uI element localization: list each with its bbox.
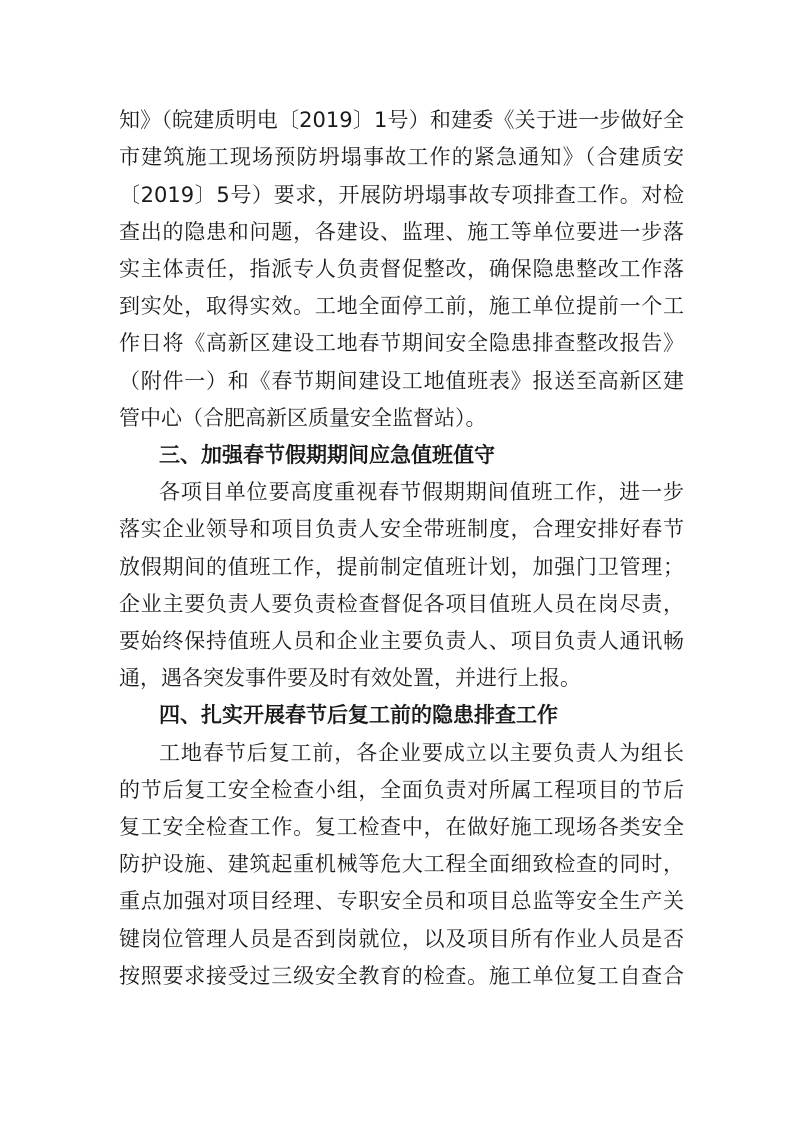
body-line: 落实企业领导和项目负责人安全带班制度，合理安排好春节 — [119, 517, 684, 541]
body-line: 防护设施、建筑起重机械等危大工程全面细致检查的同时， — [119, 852, 684, 876]
body-line: 放假期间的值班工作，提前制定值班计划，加强门卫管理； — [119, 555, 684, 579]
body-line: （附件一）和《春节期间建设工地值班表》报送至高新区建 — [119, 369, 684, 393]
body-line: 通，遇各突发事件要及时有效处置，并进行上报。 — [119, 666, 581, 690]
body-line: 查出的隐患和问题，各建设、监理、施工等单位要进一步落 — [119, 220, 684, 244]
body-line: 作日将《高新区建设工地春节期间安全隐患排查整改报告》 — [119, 331, 684, 355]
body-line: 管中心（合肥高新区质量安全监督站）。 — [119, 406, 487, 430]
body-line: 市建筑施工现场预防坍塌事故工作的紧急通知》（合建质安 — [119, 145, 684, 169]
section-heading-4: 四、扎实开展春节后复工前的隐患排查工作 — [159, 703, 558, 727]
body-line: 重点加强对项目经理、专职安全员和项目总监等安全生产关 — [119, 889, 684, 913]
body-line: 企业主要负责人要负责检查督促各项目值班人员在岗尽责， — [119, 592, 684, 616]
body-line: 工地春节后复工前，各企业要成立以主要负责人为组长 — [159, 741, 684, 765]
body-line: 到实处，取得实效。工地全面停工前，施工单位提前一个工 — [119, 294, 684, 318]
body-line: 键岗位管理人员是否到岗就位，以及项目所有作业人员是否 — [119, 927, 684, 951]
section-heading-3: 三、加强春节假期期间应急值班值守 — [159, 443, 495, 467]
body-line: 知》（皖建质明电〔2019〕1号）和建委《关于进一步做好全 — [119, 108, 684, 132]
body-line: 的节后复工安全检查小组，全面负责对所属工程项目的节后 — [119, 778, 684, 802]
body-line: 按照要求接受过三级安全教育的检查。施工单位复工自查合 — [119, 964, 684, 988]
body-line: 要始终保持值班人员和企业主要负责人、项目负责人通讯畅 — [119, 629, 684, 653]
body-line: 复工安全检查工作。复工检查中，在做好施工现场各类安全 — [119, 815, 684, 839]
body-line: 〔2019〕5号）要求，开展防坍塌事故专项排查工作。对检 — [119, 183, 684, 207]
body-line: 各项目单位要高度重视春节假期期间值班工作，进一步 — [159, 480, 684, 504]
body-line: 实主体责任，指派专人负责督促整改，确保隐患整改工作落 — [119, 257, 684, 281]
